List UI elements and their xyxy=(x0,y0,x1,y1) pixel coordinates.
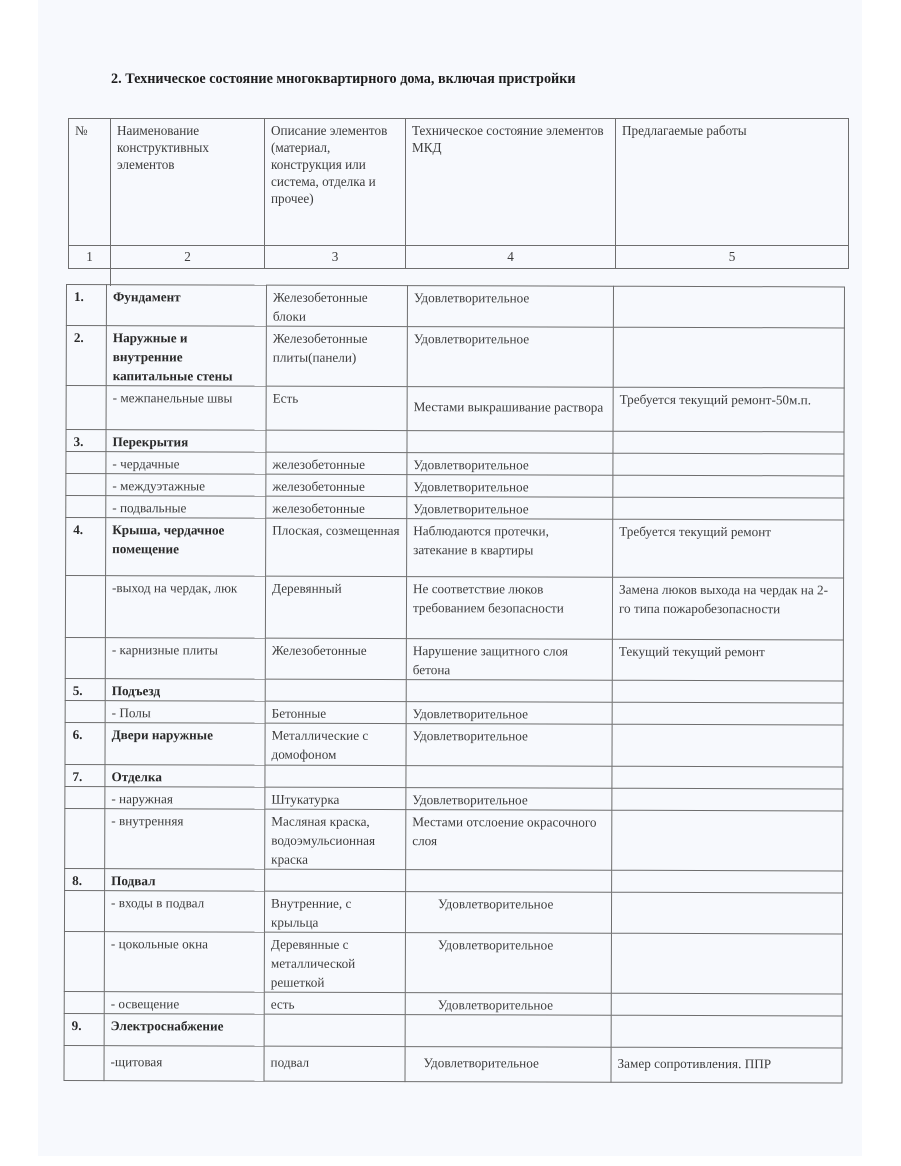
row-number xyxy=(64,1045,104,1080)
row-number: 3. xyxy=(66,430,106,452)
table-row xyxy=(65,868,843,892)
table-row xyxy=(66,518,844,578)
condition-table xyxy=(63,284,845,1083)
table-row xyxy=(65,637,843,680)
proposed-works xyxy=(612,702,843,725)
proposed-works: Текущий текущий ремонт xyxy=(612,639,843,681)
column-header: Наименование конструктивных элементов xyxy=(111,119,265,246)
row-number xyxy=(64,890,104,931)
row-number: 1. xyxy=(66,285,106,326)
element-name: - карнизные плиты xyxy=(105,638,265,680)
row-number xyxy=(65,786,105,808)
row-number xyxy=(66,386,106,430)
table-row xyxy=(66,326,844,388)
table-row xyxy=(66,430,844,454)
row-number: 6. xyxy=(65,722,105,764)
element-state xyxy=(405,1015,611,1048)
element-description: Плоская, созмещенная xyxy=(266,518,407,576)
table-row xyxy=(64,931,842,993)
proposed-works xyxy=(613,475,844,498)
element-state xyxy=(407,431,613,454)
proposed-works xyxy=(612,788,843,811)
element-name: -выход на чердак, люк xyxy=(105,576,265,639)
element-state: Местами выкрашивание раствора xyxy=(407,387,613,432)
table-row xyxy=(66,452,844,476)
header-table xyxy=(68,118,849,286)
proposed-works xyxy=(612,680,843,703)
element-state: Наблюдаются протечки, затекание в квартиры xyxy=(407,519,613,578)
spacer-cell xyxy=(111,269,849,287)
header-row xyxy=(69,119,849,246)
element-state: Удовлетворительное xyxy=(407,497,613,520)
element-description: Деревянные с металлической решеткой xyxy=(264,932,405,992)
element-description: подвал xyxy=(264,1046,405,1081)
section-title: 2. Техническое состояние многоквартирного дома, включая пристройки xyxy=(111,71,576,87)
element-description: железобетонные xyxy=(266,474,407,496)
element-state xyxy=(406,680,612,703)
column-header: Описание элементов (материал, конструкция или система, отделка и прочее) xyxy=(265,119,406,246)
element-state: Нарушение защитного слоя бетона xyxy=(406,639,612,681)
element-name: Двери наружные xyxy=(105,723,265,766)
element-name: - подвальные xyxy=(106,496,266,519)
element-state: Удовлетворительное xyxy=(405,1047,611,1083)
table-row xyxy=(66,474,844,498)
element-description: Внутренние, с крыльца xyxy=(264,891,405,932)
table-row xyxy=(66,496,844,520)
element-name: - внутренняя xyxy=(105,809,265,870)
proposed-works xyxy=(612,810,843,871)
column-header: № xyxy=(69,119,111,246)
column-number: 4 xyxy=(406,246,616,269)
proposed-works xyxy=(612,870,843,893)
element-state: Удовлетворительное xyxy=(407,475,613,498)
table-row xyxy=(64,1045,842,1082)
element-state: Удовлетворительное xyxy=(406,702,612,725)
column-header: Предлагаемые работы xyxy=(616,119,849,246)
element-name: - чердачные xyxy=(106,452,266,475)
column-number: 2 xyxy=(111,246,265,269)
row-number: 2. xyxy=(66,326,106,386)
element-name: -щитовая xyxy=(104,1046,264,1082)
element-state: Удовлетворительное xyxy=(405,993,611,1016)
element-description: железобетонные xyxy=(266,496,407,518)
element-description xyxy=(265,869,406,891)
element-state: Удовлетворительное xyxy=(405,892,611,934)
proposed-works xyxy=(612,724,843,767)
row-number xyxy=(66,496,106,518)
element-description xyxy=(265,679,406,701)
table-row xyxy=(64,890,842,933)
table-row xyxy=(64,991,842,1015)
table-row xyxy=(65,722,843,766)
spacer-row xyxy=(69,269,849,287)
element-description: Штукатурка xyxy=(265,787,406,809)
row-number: 4. xyxy=(66,518,106,576)
column-header: Техническое состояние элементов МКД xyxy=(406,119,616,246)
element-name: Крыша, чердачное помещение xyxy=(106,518,266,577)
element-name: Подъезд xyxy=(105,679,265,702)
row-number xyxy=(65,576,105,638)
proposed-works: Требуется текущий ремонт-50м.п. xyxy=(613,387,844,432)
row-number: 9. xyxy=(64,1013,104,1045)
proposed-works xyxy=(612,766,843,789)
row-number xyxy=(66,452,106,474)
element-name: - освещение xyxy=(104,992,264,1015)
element-state: Удовлетворительное xyxy=(407,453,613,476)
table-row xyxy=(65,808,843,870)
proposed-works xyxy=(613,453,844,476)
row-number: 5. xyxy=(65,678,105,700)
proposed-works xyxy=(611,1015,842,1048)
proposed-works: Замена люков выхода на чердак на 2-го типа пожаробезопасности xyxy=(612,577,843,640)
element-name: - междуэтажные xyxy=(106,474,266,497)
element-description: Есть xyxy=(266,386,407,430)
proposed-works xyxy=(613,327,844,388)
row-number xyxy=(66,474,106,496)
table-row xyxy=(66,386,844,432)
element-state: Удовлетворительное xyxy=(407,327,613,388)
element-state: Удовлетворительное xyxy=(405,933,611,994)
proposed-works xyxy=(611,892,842,934)
element-description: Железобетонные xyxy=(265,638,406,679)
row-number: 8. xyxy=(65,868,105,890)
table-row xyxy=(65,786,843,810)
proposed-works xyxy=(613,431,844,454)
element-name: Перекрытия xyxy=(106,430,266,453)
element-state: Удовлетворительное xyxy=(406,788,612,811)
row-number xyxy=(65,637,105,678)
element-state xyxy=(406,766,612,789)
element-description: Бетонные xyxy=(265,701,406,723)
element-description: Деревянный xyxy=(265,576,406,638)
row-number: 7. xyxy=(65,764,105,786)
element-name: Подвал xyxy=(105,869,265,892)
element-state xyxy=(406,870,612,893)
table-row xyxy=(66,285,844,328)
element-description: железобетонные xyxy=(266,452,407,474)
table-row xyxy=(65,678,843,702)
element-state: Местами отслоение окрасочного слоя xyxy=(406,810,612,871)
element-name: - входы в подвал xyxy=(104,891,264,933)
element-name: Фундамент xyxy=(106,285,266,327)
proposed-works xyxy=(613,497,844,520)
proposed-works: Замер сопротивления. ППР xyxy=(611,1047,842,1083)
element-name: - наружная xyxy=(105,787,265,810)
table-row xyxy=(65,576,843,640)
element-name: - межпанельные швы xyxy=(106,386,266,431)
row-number xyxy=(65,700,105,722)
table-row xyxy=(65,700,843,724)
element-name: Отделка xyxy=(105,765,265,788)
element-description xyxy=(264,1014,405,1046)
row-number xyxy=(64,991,104,1013)
element-description xyxy=(265,765,406,787)
element-description: Железобетонные блоки xyxy=(266,285,407,326)
element-description xyxy=(266,430,407,452)
element-name: - цокольные окна xyxy=(104,932,264,993)
proposed-works xyxy=(611,993,842,1016)
table-row xyxy=(65,764,843,788)
element-description: Металлические с домофоном xyxy=(265,723,406,765)
proposed-works xyxy=(613,286,844,328)
row-number xyxy=(65,808,105,868)
element-description: есть xyxy=(264,992,405,1014)
element-description: Железобетонные плиты(панели) xyxy=(266,326,407,386)
element-name: - Полы xyxy=(105,701,265,724)
table-row xyxy=(64,1013,842,1047)
element-state: Удовлетворительное xyxy=(407,286,613,328)
row-number xyxy=(64,931,104,991)
column-numbers-row xyxy=(69,246,849,269)
element-name: Наружные и внутренние капитальные стены xyxy=(106,326,266,387)
column-number: 1 xyxy=(69,246,111,269)
proposed-works: Требуется текущий ремонт xyxy=(613,519,844,578)
column-number: 5 xyxy=(616,246,849,269)
element-state: Удовлетворительное xyxy=(406,724,612,767)
column-number: 3 xyxy=(265,246,406,269)
element-name: Электроснабжение xyxy=(104,1014,264,1047)
element-state: Не соответствие люков требованием безопасности xyxy=(406,577,612,640)
element-description: Масляная краска, водоэмульсионная краска xyxy=(265,809,406,869)
proposed-works xyxy=(611,933,842,994)
